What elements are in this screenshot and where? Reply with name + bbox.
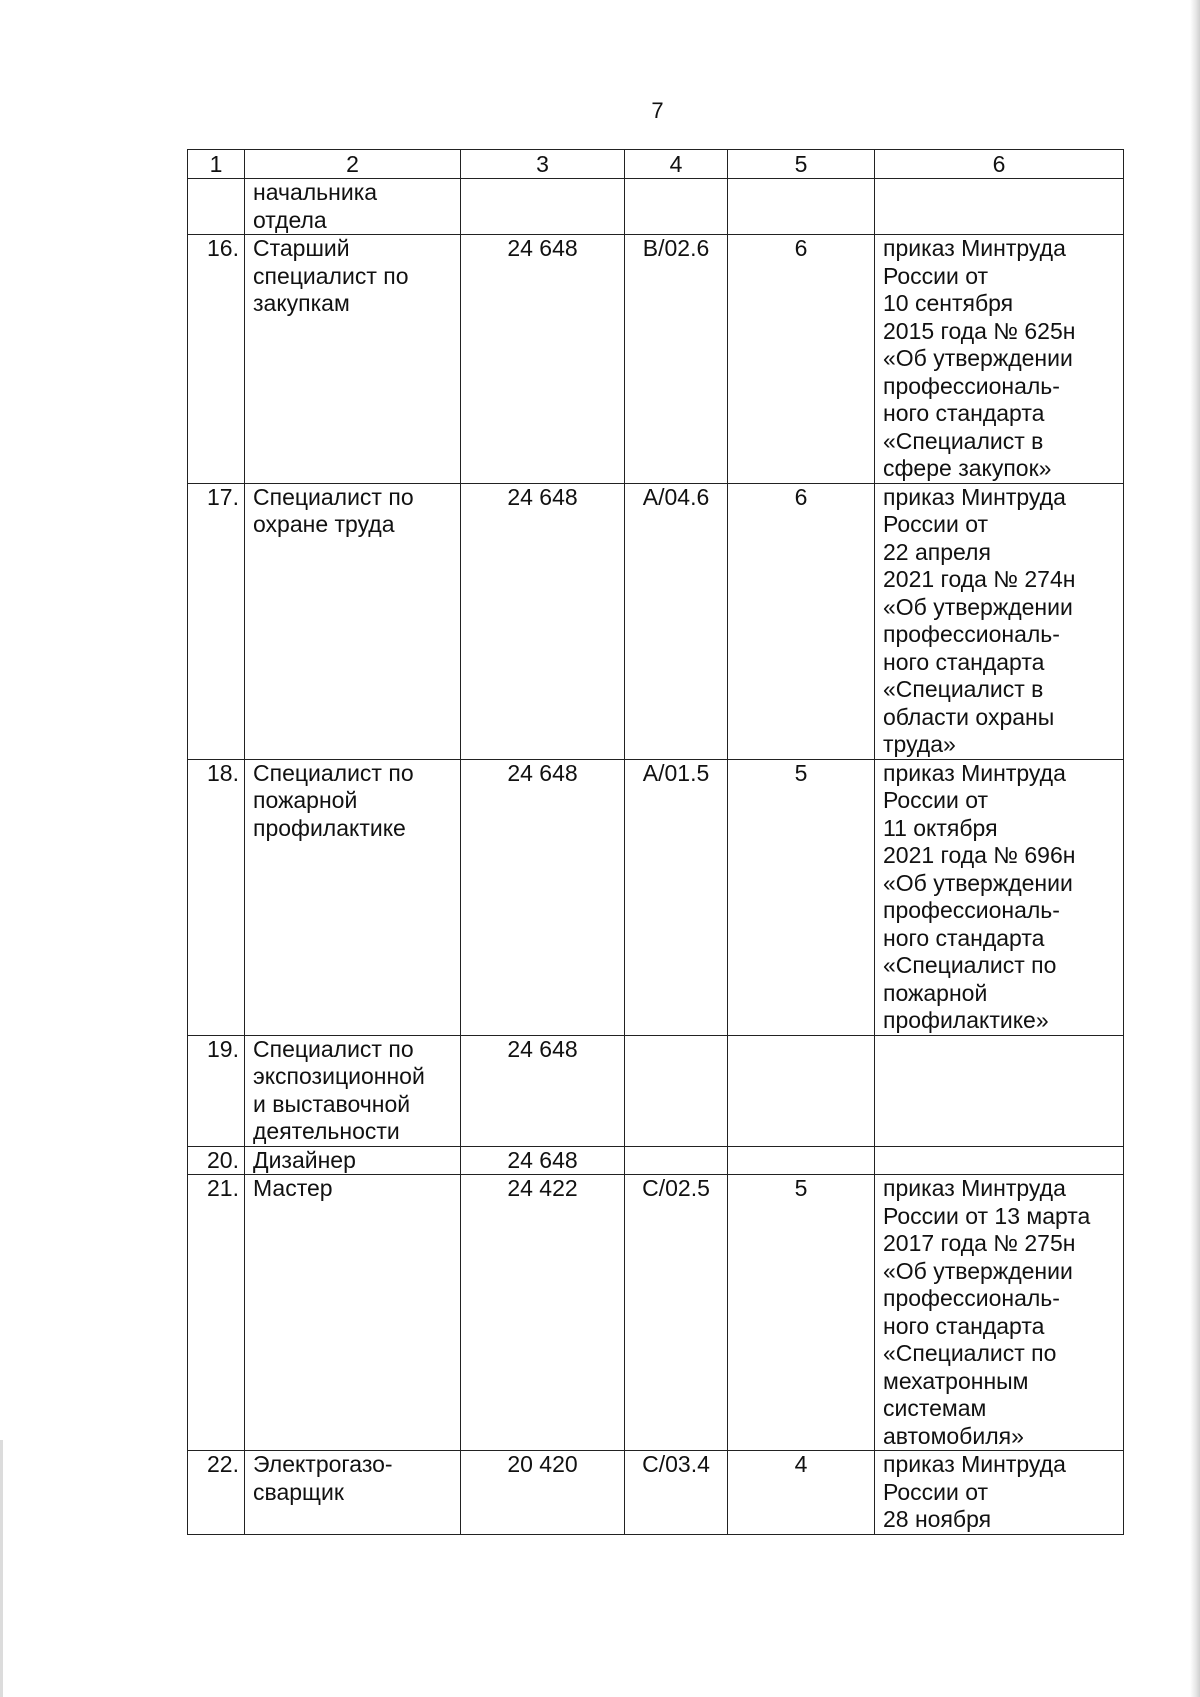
- position-name-line: отдела: [253, 206, 327, 233]
- qualification-level-cell: 5: [728, 759, 875, 1035]
- standard-reference-line: России от: [883, 262, 989, 289]
- standard-reference-cell: [875, 1451, 1124, 1535]
- function-code-cell: A/01.5: [625, 759, 728, 1035]
- qualification-level-cell: 4: [728, 1451, 875, 1535]
- standard-reference-line: России от: [883, 511, 989, 537]
- position-name-line: профилактике: [253, 814, 406, 841]
- standard-reference-line: 2021 года № 696н: [883, 842, 1076, 868]
- salary-cell: 24 648: [461, 483, 625, 759]
- standard-reference-line: «Об утверждении: [883, 1257, 1073, 1284]
- row-number-cell: 19.: [188, 1035, 245, 1146]
- table-row: [188, 483, 1124, 759]
- salary-cell: 24 648: [461, 1146, 625, 1175]
- standard-reference-line: «Специалист по: [883, 952, 1057, 978]
- header-cell: 1: [188, 150, 245, 179]
- salary-cell: 24 422: [461, 1175, 625, 1451]
- standard-reference-line: системам: [883, 1395, 987, 1421]
- standard-reference-cell: [875, 1146, 1124, 1175]
- standard-reference-cell: [875, 759, 1124, 1035]
- position-name-line: пожарной: [253, 787, 358, 813]
- standard-reference-line: «Специалист в: [883, 427, 1044, 454]
- position-name-cell: [245, 179, 461, 235]
- standard-reference-line: приказ Минтруда: [883, 1175, 1066, 1201]
- salary-cell: 24 648: [461, 235, 625, 484]
- standard-reference-cell: [875, 1175, 1124, 1451]
- table-row: [188, 1035, 1124, 1146]
- standard-reference-line: 22 апреля: [883, 538, 991, 565]
- header-cell: 4: [625, 150, 728, 179]
- qualification-level-cell: [728, 179, 875, 235]
- table-row: [188, 759, 1124, 1035]
- position-name-line: деятельности: [253, 1118, 400, 1144]
- table-row: [188, 235, 1124, 484]
- position-name-cell: [245, 1035, 461, 1146]
- position-name-line: начальника: [253, 179, 378, 205]
- position-name-line: специалист по: [253, 262, 409, 289]
- standard-reference-line: профилактике»: [883, 1007, 1049, 1033]
- standard-reference-line: приказ Минтруда: [883, 1451, 1066, 1477]
- header-cell: 2: [245, 150, 461, 179]
- position-name-cell: [245, 759, 461, 1035]
- row-number-cell: 16.: [188, 235, 245, 484]
- position-name-line: Мастер: [253, 1175, 333, 1201]
- qualification-level-cell: 5: [728, 1175, 875, 1451]
- table-row: [188, 179, 1124, 235]
- header-row: [188, 150, 1124, 179]
- standard-reference-line: 11 октября: [883, 814, 998, 841]
- standard-reference-line: России от 13 марта: [883, 1202, 1091, 1229]
- standard-reference-line: труда»: [883, 731, 956, 757]
- function-code-cell: C/03.4: [625, 1451, 728, 1535]
- standard-reference-line: «Об утверждении: [883, 869, 1073, 896]
- position-name-cell: [245, 1451, 461, 1535]
- function-code-cell: A/04.6: [625, 483, 728, 759]
- standard-reference-line: ного стандарта: [883, 1312, 1045, 1339]
- salary-cell: 24 648: [461, 1035, 625, 1146]
- position-name-line: Старший: [253, 235, 350, 261]
- qualification-level-cell: 6: [728, 483, 875, 759]
- standard-reference-line: 2021 года № 274н: [883, 566, 1076, 592]
- standard-reference-cell: [875, 179, 1124, 235]
- qualification-level-cell: 6: [728, 235, 875, 484]
- scan-edge-mark: [0, 1440, 3, 1697]
- position-name-line: и выставочной: [253, 1090, 411, 1117]
- standard-reference-line: приказ Минтруда: [883, 759, 1066, 786]
- standard-reference-line: «Об утверждении: [883, 345, 1073, 371]
- position-name-line: Дизайнер: [253, 1146, 356, 1173]
- standard-reference-line: мехатронным: [883, 1367, 1029, 1394]
- position-name-line: Электрогазо-: [253, 1451, 393, 1477]
- function-code-cell: B/02.6: [625, 235, 728, 484]
- row-number-cell: 17.: [188, 483, 245, 759]
- standard-reference-line: профессиональ-: [883, 621, 1060, 647]
- qualification-level-cell: [728, 1035, 875, 1146]
- salary-cell: [461, 179, 625, 235]
- salary-cell: 24 648: [461, 759, 625, 1035]
- standard-reference-line: «Об утверждении: [883, 593, 1073, 620]
- standard-reference-line: 2017 года № 275н: [883, 1230, 1076, 1256]
- position-name-cell: [245, 1146, 461, 1175]
- standard-reference-line: ного стандарта: [883, 924, 1045, 951]
- table-row: [188, 1451, 1124, 1535]
- row-number-cell: [188, 179, 245, 235]
- standard-reference-cell: [875, 483, 1124, 759]
- standard-reference-cell: [875, 1035, 1124, 1146]
- salary-cell: 20 420: [461, 1451, 625, 1535]
- standard-reference-line: автомобиля»: [883, 1422, 1024, 1449]
- position-name-line: охране труда: [253, 511, 395, 537]
- position-name-line: Специалист по: [253, 483, 414, 510]
- function-code-cell: [625, 1035, 728, 1146]
- table-row: [188, 1175, 1124, 1451]
- position-name-cell: [245, 235, 461, 484]
- standard-reference-line: сфере закупок»: [883, 455, 1052, 481]
- standard-reference-line: 28 ноября: [883, 1506, 992, 1532]
- page-edge-shadow: [1190, 0, 1200, 1697]
- function-code-cell: [625, 1146, 728, 1175]
- standard-reference-cell: [875, 235, 1124, 484]
- position-name-line: закупкам: [253, 290, 350, 316]
- header-cell: 6: [875, 150, 1124, 179]
- standard-reference-line: области охраны: [883, 703, 1055, 730]
- standard-reference-line: 2015 года № 625н: [883, 317, 1076, 344]
- standard-reference-line: России от: [883, 1478, 989, 1505]
- position-name-line: Специалист по: [253, 1035, 414, 1062]
- standard-reference-line: пожарной: [883, 979, 988, 1006]
- row-number-cell: 18.: [188, 759, 245, 1035]
- standard-reference-line: приказ Минтруда: [883, 483, 1066, 510]
- standard-reference-line: 10 сентября: [883, 290, 1014, 316]
- table-body: [188, 179, 1124, 1535]
- table-row: [188, 1146, 1124, 1175]
- row-number-cell: 20.: [188, 1146, 245, 1175]
- function-code-cell: C/02.5: [625, 1175, 728, 1451]
- standard-reference-line: ного стандарта: [883, 400, 1045, 426]
- row-number-cell: 21.: [188, 1175, 245, 1451]
- position-name-cell: [245, 483, 461, 759]
- position-name-line: экспозиционной: [253, 1063, 425, 1089]
- header-cell: 3: [461, 150, 625, 179]
- function-code-cell: [625, 179, 728, 235]
- standard-reference-line: профессиональ-: [883, 897, 1060, 923]
- page-number: 7: [651, 98, 664, 123]
- header-cell: 5: [728, 150, 875, 179]
- qualification-level-cell: [728, 1146, 875, 1175]
- standard-reference-line: «Специалист в: [883, 676, 1044, 702]
- standard-reference-line: профессиональ-: [883, 372, 1060, 399]
- standard-reference-line: «Специалист по: [883, 1340, 1057, 1366]
- standard-reference-line: приказ Минтруда: [883, 235, 1066, 261]
- row-number-cell: 22.: [188, 1451, 245, 1535]
- position-name-cell: [245, 1175, 461, 1451]
- standard-reference-line: профессиональ-: [883, 1285, 1060, 1311]
- staffing-table: [187, 149, 1124, 1535]
- standard-reference-line: России от: [883, 787, 989, 813]
- standard-reference-line: ного стандарта: [883, 648, 1045, 675]
- position-name-line: Специалист по: [253, 759, 414, 786]
- position-name-line: сварщик: [253, 1478, 344, 1505]
